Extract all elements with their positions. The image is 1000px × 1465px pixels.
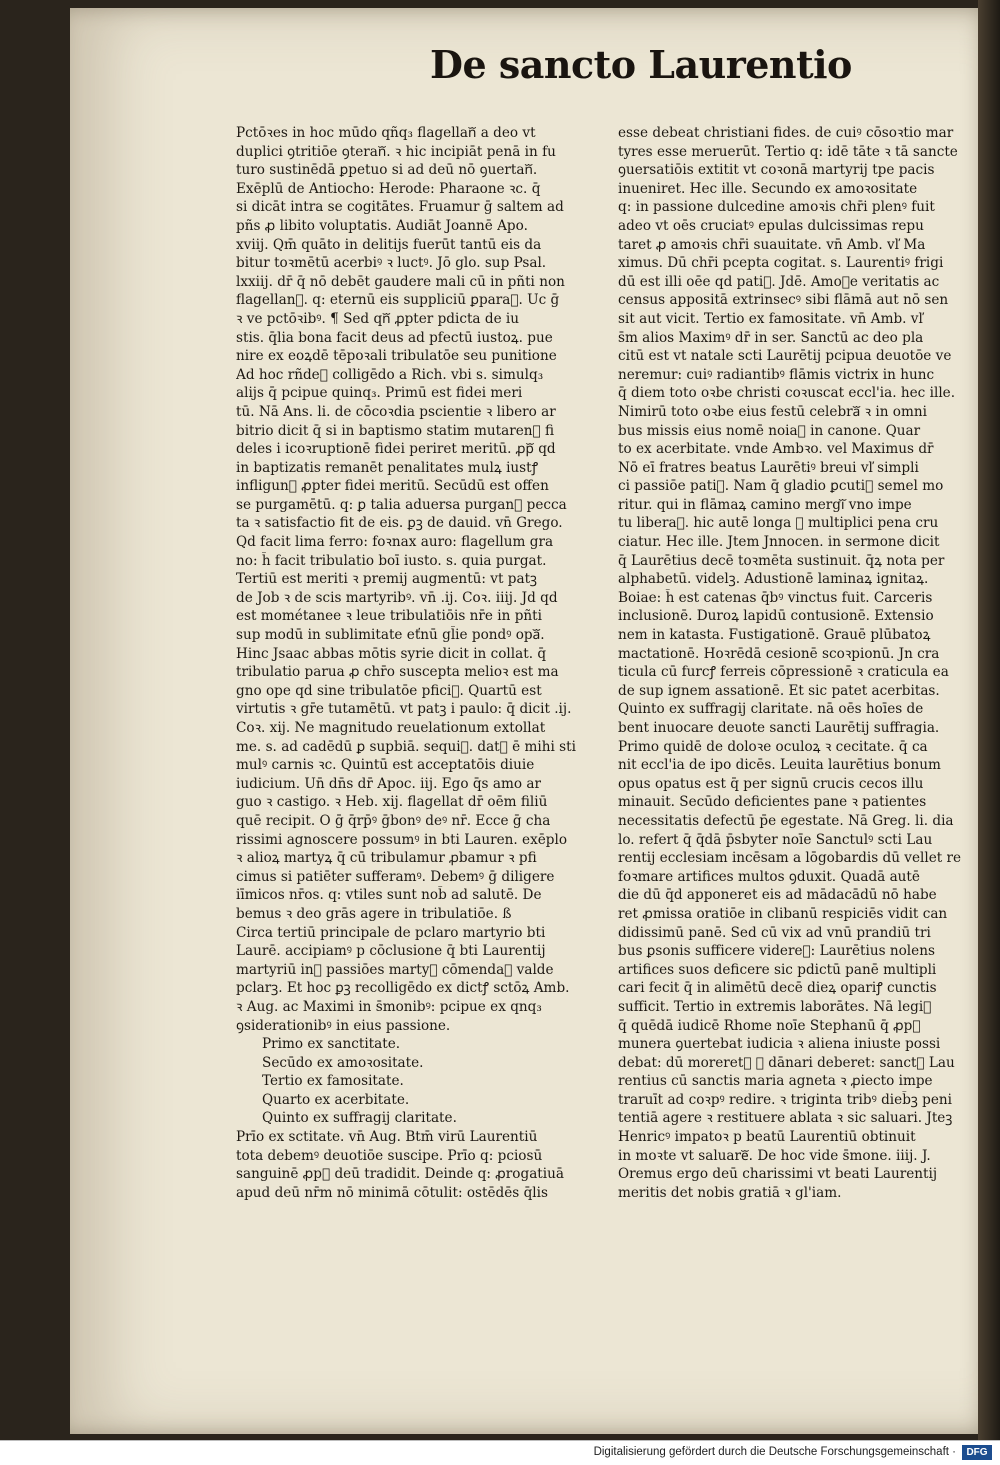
text-line: Tertiū est meriti ꝛ premij augmentū: vt patꝫ: [236, 571, 537, 588]
text-line: ꝛ alioꝝ martyꝝ q̄ cū tribulamur ꝓbamur ꝛ pfi: [236, 850, 537, 867]
text-line: nire ex eoꝝdē tēpoꝛali tribulatōe seu punitione: [236, 348, 557, 365]
text-line: bemus ꝛ deo grās agere in tribulatiōe. ß: [236, 905, 512, 922]
text-line: tū. Nā Ans. li. de cōcoꝛdia pscientie ꝛ libero ar: [236, 403, 556, 420]
text-line: ritur. qui in flāmaꝝ camino mergiᷓ vno impe: [618, 496, 912, 513]
text-line: no: h̄ facit tribulatio boī iusto. s. quia purgat.: [236, 552, 547, 569]
text-line: tribulatio parua ꝓ chr̄o suscepta melioꝛ est ma: [236, 664, 559, 681]
text-line: to ex acerbitate. vnde Ambꝛo. vel Maximus dr̄: [618, 441, 934, 458]
text-line: tu liberaᷓ. hic autē longa ꝛ multiplici pena cru: [618, 515, 939, 532]
text-line: Qd facit lima ferro: foꝛnax auro: flagellum gra: [236, 534, 554, 551]
text-line: ꝯuersatiōis extitit vt coꝛonā martyrij tpe pacis: [618, 162, 935, 179]
text-line: cimus si patiēter sufferamꝰ. Debemꝰ ḡ diligere: [236, 868, 555, 885]
text-line: iīmicos nr̄os. q: vtiles sunt nob̄ ad salutē. De: [236, 887, 542, 904]
text-line: munera ꝯuertebat iudicia ꝛ aliena iniuste possi: [618, 1036, 941, 1053]
text-line: sit aut vicit. Tertio ex famositate. vn̄ Amb. vľ: [618, 310, 923, 327]
text-line: dū est illi oēe qd patiᷓ. Jdē. Amoꝛe veritatis ac: [618, 273, 940, 290]
text-line: flagellanᷓ. q: eternū eis suppliciū ꝑparaᷓ. Uc ḡ: [236, 292, 560, 309]
text-line: Quarto ex acerbitate.: [262, 1091, 410, 1108]
text-line: bitrio dicit q̄ si in baptismo statim mutarenᷓ fi: [236, 422, 555, 439]
text-line: si dicāt intra se cogitātes. Fruamur ḡ saltem ad: [236, 199, 564, 216]
text-line: guo ꝛ castigo. ꝛ Heb. xij. flagellat dr̄ oēm filiū: [236, 794, 548, 811]
text-line: bitur toꝛmētū acerbiꝰ ꝛ luctꝰ. Jō glo. sup Psal.: [236, 255, 547, 272]
text-line: Primo ex sanctitate.: [262, 1036, 401, 1053]
text-line: rentius cū sanctis maria agneta ꝛ ꝓiecto impe: [618, 1073, 933, 1090]
text-line: Circa tertiū principale de pclaro martyrio bti: [236, 924, 546, 941]
text-line: alphabetū. videlꝫ. Adustionē laminaꝝ ignitaꝝ.: [618, 571, 929, 588]
text-line: tota debemꝰ deuotiōe suscipe. Prīo q: pciosū: [236, 1147, 543, 1164]
footer-credit: Digitalisierung gefördert durch die Deutsche Forschungsgemeinschaft ·: [593, 1446, 956, 1458]
text-line: Henricꝰ impatoꝛ p beatū Laurentiū obtinuit: [618, 1129, 916, 1146]
text-line: mactationē. Hoꝛrēdā cesionē scoꝛpionū. Jn cra: [618, 645, 940, 662]
text-line: adeo vt oēs cruciatꝰ epulas dulcissimas repu: [618, 217, 924, 234]
text-line: bent inuocare deuote sancti Laurētij suffragia.: [618, 720, 940, 736]
text-line: alijs q̄ pcipue quinq₃. Primū est fidei meri: [236, 385, 523, 402]
right-column: [618, 124, 970, 1202]
text-line: debat: dū moreretᷓ ꝛ dānari deberet: sanctꝰ Lau: [618, 1054, 955, 1071]
text-line: Nō eī fratres beatus Laurētiꝰ breui vľ simpli: [618, 459, 919, 476]
page-edge: [978, 0, 1000, 1440]
text-line: die dū q̄d apponeret eis ad mādacādū nō habe: [618, 887, 937, 904]
text-line: virtutis ꝛ gr̄e tutamētū. vt patꝫ i paulo: q̄ dicit .ij.: [236, 701, 572, 718]
text-line: duplici ꝯtritiōe ꝯteranᷓ. ꝛ hic incipiāt penā in fu: [236, 143, 556, 160]
text-line: esse debeat christiani fides. de cuiꝰ cōsoꝛtio mar: [618, 125, 954, 141]
text-line: q̄ diem toto oꝛbe christi coꝛuscat eccl'ia. hec ille.: [618, 385, 956, 402]
text-line: turo sustinēdā ꝑpetuo si ad deū nō ꝯuertanᷓ.: [236, 162, 538, 179]
text-line: in moꝛte vt saluareᷓ. De hoc vide s̄mone. iiij. J.: [618, 1147, 931, 1164]
text-line: Exēplū de Antiocho: Herode: Pharaone ꝛc. q̄: [236, 180, 541, 197]
text-line: ci passiōe patiᷓ. Nam q̄ gladio ꝑcutiᷓ semel mo: [618, 478, 944, 495]
text-line: gno ope qd sine tribulatōe pficiᷓ. Quartū est: [236, 682, 542, 699]
text-line: bus ꝑsonis sufficere videreᷓ: Laurētius nolens: [618, 943, 935, 960]
text-line: apud deū nr̄m nō minimā cōtulit: ostēdēs q̄lis: [236, 1184, 548, 1201]
text-line: cari fecit q̄ in alimētū decē dieꝝ opariꝭ cunctis: [618, 980, 937, 997]
footer-bar: [0, 1440, 1000, 1465]
text-line: ꝛ Aug. ac Maximi in s̄monibꝰ: pcipue ex qnq₃: [236, 998, 542, 1015]
dfg-logo-icon: DFG: [962, 1445, 992, 1460]
text-line: stis. q̄lia bona facit deus ad pfectū iustoꝝ. pue: [236, 329, 553, 346]
text-line: ticula cū furcꝭ ferreis cōpressionē ꝛ craticula ea: [618, 664, 949, 681]
text-line: s̄m alios Maximꝰ dr̄ in ser. Sanctū ac deo pla: [618, 329, 924, 346]
text-line: Nimirū toto oꝛbe eius festū celebraᷓ ꝛ in omni: [618, 403, 927, 420]
text-line: foꝛmare artifices multos ꝯduxit. Quadā autē: [618, 868, 920, 885]
text-line: Boiae: h̄ est catenas q̄bꝰ vinctus fuit. Carceris: [618, 589, 933, 606]
text-line: inclusionē. Duroꝝ lapidū contusionē. Extensio: [618, 608, 934, 625]
text-line: quē recipit. O ḡ q̄rp̄ꝰ ḡbonꝰ deꝰ nr̄. Ecce ḡ cha: [236, 812, 551, 829]
text-line: bus missis eius nomē noiaᷓ in canone. Quar: [618, 422, 921, 439]
text-line: tentiā agere ꝛ restituere ablata ꝛ sic saluari. Jteꝫ: [618, 1110, 953, 1127]
text-line: ret ꝓmissa oratiōe in clibanū respiciēs vidit can: [618, 905, 948, 922]
text-line: ximus. Dū chr̄i pcepta cogitat. s. Laurentiꝰ frigi: [618, 255, 944, 272]
text-line: didissimū panē. Sed cū vix ad vnū prandiū tri: [618, 924, 931, 941]
text-line: meritis det nobis gratiā ꝛ gl'iam.: [618, 1184, 842, 1201]
text-line: Hinc Jsaac abbas mōtis syrie dicit in collat. q̄: [236, 645, 547, 662]
text-line: de sup ignem assationē. Et sic patet acerbitas.: [618, 682, 940, 699]
text-line: sup modū in sublimitate eťnū gl̄ie pondꝰ opaᷓ.: [236, 627, 545, 644]
text-line: se purgamētū. q: ꝑ talia aduersa purganᷓ pecca: [236, 496, 567, 513]
text-line: de Job ꝛ de scis martyribꝰ. vn̄ .ij. Coꝛ. iiij. Jd qd: [236, 589, 558, 606]
text-line: Ad hoc rñdeᷓ colligēdo a Rich. vbi s. simulq₃: [236, 366, 544, 383]
text-line: ꝯsiderationibꝰ in eius passione.: [236, 1017, 451, 1034]
text-line: nit eccl'ia de ipo dicēs. Leuita laurētius bonum: [618, 757, 941, 774]
text-line: ta ꝛ satisfactio fit de eis. ꝑꝫ de dauid. vn̄ Grego.: [236, 515, 563, 532]
text-line: lxxiij. dr̄ q̄ nō debēt gaudere mali cū in pñti non: [236, 273, 565, 290]
left-column: [236, 124, 602, 1202]
text-line: inueniret. Hec ille. Secundo ex amoꝛositate: [618, 180, 918, 197]
text-line: opus opatus est q̄ per signū crucis cecos illu: [618, 775, 924, 792]
text-line: q̄ quēdā iudicē Rhome noīe Stephanū q̄ ꝓpᷓ: [618, 1017, 921, 1034]
page-title: De sancto Laurentio: [430, 42, 852, 87]
text-line: est mométanee ꝛ leue tribulatiōis nr̄e in pñti: [236, 608, 542, 625]
text-line: in baptizatis remanēt penalitates mulꝝ iustꝭ: [236, 459, 539, 476]
text-line: Oremus ergo deū charissimi vt beati Laurentij: [618, 1166, 938, 1183]
text-line: Tertio ex famositate.: [262, 1073, 404, 1090]
text-line: pclarꝫ. Et hoc ꝑꝫ recolligēdo ex dictꝭ sctōꝝ Amb.: [236, 980, 570, 997]
text-line: traruīt ad coꝛpꝰ redire. ꝛ triginta tribꝰ dieb̄ꝫ peni: [618, 1091, 953, 1108]
text-line: ciatur. Hec ille. Jtem Jnnocen. in sermone dicit: [618, 534, 940, 551]
text-line: ꝛ ve pctōꝛibꝰ. ¶ Sed qnᷓ ꝓpter pdicta de iu: [236, 310, 520, 327]
text-line: Prīo ex sctitate. vn̄ Aug. Btm̄ virū Laurentiū: [236, 1129, 538, 1146]
text-line: artifices suos deficere sic pdictū panē multipli: [618, 961, 937, 978]
text-line: Coꝛ. xij. Ne magnitudo reuelationum extollat: [236, 720, 546, 736]
text-line: minauit. Secūdo deficientes pane ꝛ patientes: [618, 794, 927, 811]
text-line: Pctōꝛes in hoc mūdo qñq₃ flagellanᷓ a deo vt: [236, 125, 536, 141]
text-line: q̄ Laurētius decē toꝛmēta sustinuit. q̄ꝝ nota per: [618, 552, 945, 569]
text-line: iudicium. Un̄ dn̄s dr̄ Apoc. iij. Ego q̄s amo ar: [236, 775, 541, 792]
text-line: citū est vt natale scti Laurētij pcipua deuotōe ve: [618, 348, 952, 365]
text-line: taret ꝓ amoꝛis chr̄i suauitate. vn̄ Amb. vľ Ma: [618, 236, 926, 253]
text-line: tyres esse meruerūt. Tertio q: idē tāte ꝛ tā sancte: [618, 143, 958, 160]
text-line: mulꝰ carnis ꝛc. Quintū est acceptatōis diuie: [236, 757, 535, 774]
text-line: rissimi agnoscere possumꝰ in bti Lauren. exēplo: [236, 831, 568, 848]
text-line: Quinto ex suffragij claritate.: [262, 1110, 457, 1127]
text-line: lo. refert q̄ q̄dā p̄sbyter noīe Sanctulꝰ scti Lau: [618, 831, 933, 848]
text-line: me. s. ad cadēdū ꝑ supbiā. sequiᷓ. datꝰ ē mihi sti: [236, 738, 576, 755]
text-line: pñs ꝓ libito voluptatis. Audiāt Joannē Apo.: [236, 217, 528, 234]
text-line: census appositā extrinsecꝰ sibi flāmā aut nō sen: [618, 292, 949, 309]
text-line: martyriū inᷓ passiōes martyꝝ cōmendaᷓ valde: [236, 961, 554, 978]
text-line: xviij. Qm̄ quāto in delitijs fuerūt tantū eis da: [236, 236, 542, 253]
text-line: q: in passione dulcedine amoꝛis chr̄i plenꝰ fuit: [618, 199, 935, 216]
text-line: Primo quidē de doloꝛe oculoꝝ ꝛ cecitate. q̄ ca: [618, 738, 928, 755]
text-line: Secūdo ex amoꝛositate.: [262, 1054, 424, 1071]
text-line: infligunᷓ ꝓpter fidei meritū. Secūdū est offen: [236, 478, 549, 495]
text-line: sufficit. Tertio in extremis laborātes. Nā legiᷓ: [618, 998, 932, 1015]
text-line: deles i icoꝛruptionē fidei periret meritū. ꝓpᷓ qd: [236, 441, 556, 458]
text-line: rentij ecclesiam incēsam a lōgobardis dū vellet re: [618, 850, 962, 867]
text-line: Quinto ex suffragij claritate. nā oēs hoīes de: [618, 701, 924, 718]
text-line: neremur: cuiꝰ radiantibꝰ flāmis victrix in hunc: [618, 366, 935, 383]
text-line: sanguinē ꝓpᷓ deū tradidit. Deinde q: ꝓrogatiuā: [236, 1166, 564, 1183]
text-line: Laurē. accipiamꝰ p cōclusione q̄ bti Laurentij: [236, 943, 546, 960]
text-line: necessitatis defectū p̄e egestate. Nā Greg. li. dia: [618, 812, 954, 829]
text-line: nem in katasta. Fustigationē. Grauē plūbatoꝝ: [618, 627, 931, 644]
